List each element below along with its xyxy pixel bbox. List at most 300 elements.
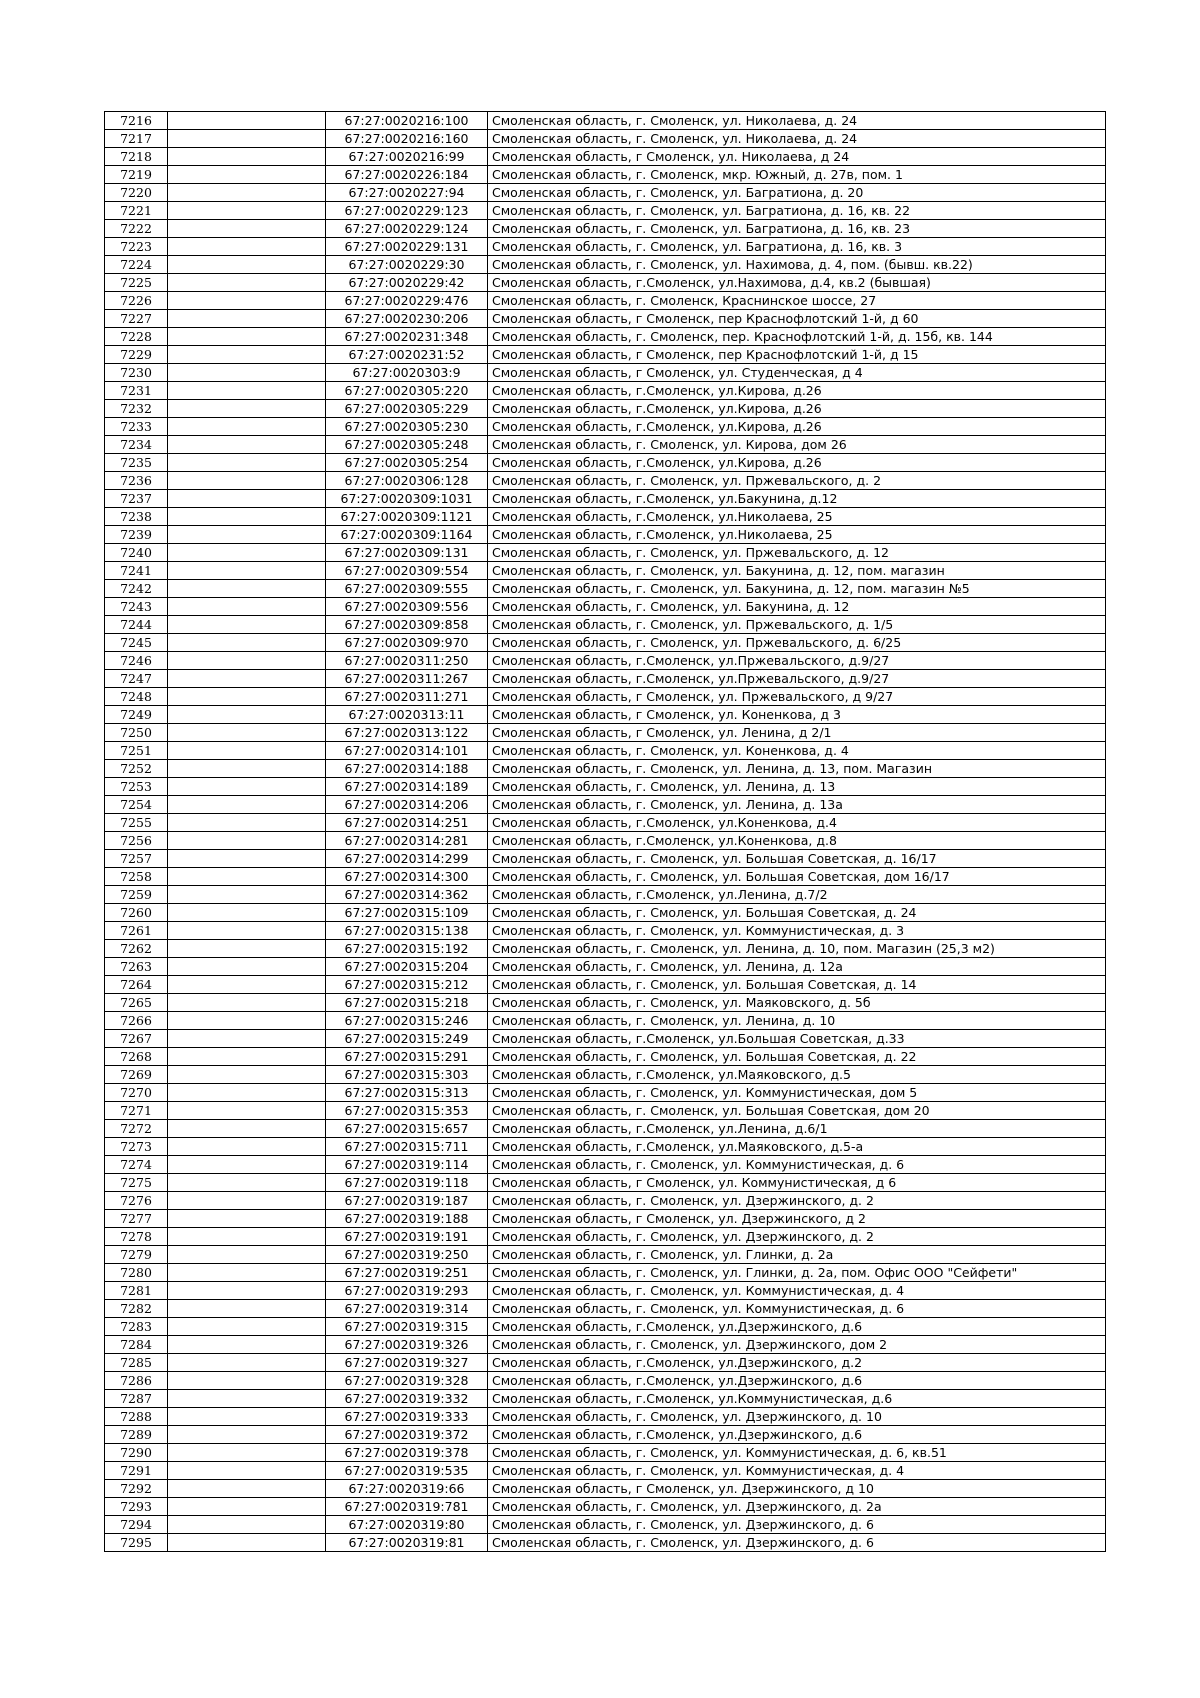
row-number-cell: 7267 (105, 1030, 168, 1048)
address-cell: Смоленская область, г.Смоленск, ул.Кирова, д.26 (488, 418, 1106, 436)
blank-cell (168, 382, 326, 400)
address-cell: Смоленская область, г.Смоленск, ул.Дзержинского, д.6 (488, 1318, 1106, 1336)
address-cell: Смоленская область, г Смоленск, пер Краснофлотский 1-й, д 15 (488, 346, 1106, 364)
table-row (105, 1444, 1106, 1462)
table-row (105, 508, 1106, 526)
cadastral-number-cell: 67:27:0020319:781 (326, 1498, 488, 1516)
address-cell: Смоленская область, г.Смоленск, ул.Николаева, 25 (488, 526, 1106, 544)
cadastral-number-cell: 67:27:0020305:248 (326, 436, 488, 454)
cadastral-number-cell: 67:27:0020314:362 (326, 886, 488, 904)
cadastral-number-cell: 67:27:0020231:348 (326, 328, 488, 346)
blank-cell (168, 1498, 326, 1516)
blank-cell (168, 148, 326, 166)
address-cell: Смоленская область, г. Смоленск, ул. Маяковского, д. 5б (488, 994, 1106, 1012)
blank-cell (168, 274, 326, 292)
blank-cell (168, 346, 326, 364)
blank-cell (168, 490, 326, 508)
blank-cell (168, 1030, 326, 1048)
blank-cell (168, 220, 326, 238)
cadastral-number-cell: 67:27:0020319:114 (326, 1156, 488, 1174)
blank-cell (168, 778, 326, 796)
table-row (105, 1030, 1106, 1048)
address-cell: Смоленская область, г Смоленск, пер Краснофлотский 1-й, д 60 (488, 310, 1106, 328)
table-row (105, 1174, 1106, 1192)
table-row (105, 616, 1106, 634)
table-row (105, 472, 1106, 490)
row-number-cell: 7284 (105, 1336, 168, 1354)
row-number-cell: 7273 (105, 1138, 168, 1156)
row-number-cell: 7236 (105, 472, 168, 490)
row-number-cell: 7274 (105, 1156, 168, 1174)
blank-cell (168, 562, 326, 580)
address-cell: Смоленская область, г. Смоленск, ул. Ленина, д. 13 (488, 778, 1106, 796)
blank-cell (168, 1282, 326, 1300)
table-row (105, 832, 1106, 850)
row-number-cell: 7228 (105, 328, 168, 346)
address-cell: Смоленская область, г. Смоленск, ул. Большая Советская, д. 24 (488, 904, 1106, 922)
cadastral-number-cell: 67:27:0020319:332 (326, 1390, 488, 1408)
table-row (105, 796, 1106, 814)
table-row (105, 220, 1106, 238)
blank-cell (168, 688, 326, 706)
blank-cell (168, 1264, 326, 1282)
row-number-cell: 7264 (105, 976, 168, 994)
address-cell: Смоленская область, г. Смоленск, мкр. Южный, д. 27в, пом. 1 (488, 166, 1106, 184)
cadastral-number-cell: 67:27:0020309:554 (326, 562, 488, 580)
row-number-cell: 7281 (105, 1282, 168, 1300)
row-number-cell: 7234 (105, 436, 168, 454)
blank-cell (168, 1300, 326, 1318)
blank-cell (168, 670, 326, 688)
blank-cell (168, 958, 326, 976)
cadastral-number-cell: 67:27:0020315:249 (326, 1030, 488, 1048)
cadastral-number-cell: 67:27:0020309:131 (326, 544, 488, 562)
table-row (105, 1534, 1106, 1552)
address-cell: Смоленская область, г. Смоленск, ул. Коммунистическая, д. 6 (488, 1156, 1106, 1174)
address-cell: Смоленская область, г.Смоленск, ул.Большая Советская, д.33 (488, 1030, 1106, 1048)
address-cell: Смоленская область, г.Смоленск, ул.Пржевальского, д.9/27 (488, 670, 1106, 688)
cadastral-number-cell: 67:27:0020305:254 (326, 454, 488, 472)
row-number-cell: 7244 (105, 616, 168, 634)
cadastral-number-cell: 67:27:0020319:66 (326, 1480, 488, 1498)
row-number-cell: 7219 (105, 166, 168, 184)
table-row (105, 1264, 1106, 1282)
address-cell: Смоленская область, г. Смоленск, ул. Пржевальского, д. 6/25 (488, 634, 1106, 652)
address-cell: Смоленская область, г. Смоленск, ул. Дзержинского, д. 2 (488, 1192, 1106, 1210)
table-row (105, 1408, 1106, 1426)
blank-cell (168, 1444, 326, 1462)
blank-cell (168, 652, 326, 670)
blank-cell (168, 814, 326, 832)
table-row (105, 346, 1106, 364)
blank-cell (168, 454, 326, 472)
address-cell: Смоленская область, г. Смоленск, ул. Багратиона, д. 16, кв. 3 (488, 238, 1106, 256)
row-number-cell: 7238 (105, 508, 168, 526)
blank-cell (168, 544, 326, 562)
blank-cell (168, 706, 326, 724)
row-number-cell: 7232 (105, 400, 168, 418)
cadastral-number-cell: 67:27:0020319:314 (326, 1300, 488, 1318)
blank-cell (168, 1084, 326, 1102)
blank-cell (168, 1066, 326, 1084)
cadastral-number-cell: 67:27:0020319:315 (326, 1318, 488, 1336)
address-cell: Смоленская область, г.Смоленск, ул.Коненкова, д.8 (488, 832, 1106, 850)
blank-cell (168, 436, 326, 454)
table-row (105, 256, 1106, 274)
table-row (105, 850, 1106, 868)
table-row (105, 1480, 1106, 1498)
address-cell: Смоленская область, г. Смоленск, ул. Багратиона, д. 16, кв. 23 (488, 220, 1106, 238)
address-cell: Смоленская область, г.Смоленск, ул.Дзержинского, д.6 (488, 1372, 1106, 1390)
cadastral-number-cell: 67:27:0020226:184 (326, 166, 488, 184)
row-number-cell: 7249 (105, 706, 168, 724)
cadastral-number-cell: 67:27:0020313:122 (326, 724, 488, 742)
table-row (105, 1390, 1106, 1408)
cadastral-number-cell: 67:27:0020229:131 (326, 238, 488, 256)
row-number-cell: 7227 (105, 310, 168, 328)
address-cell: Смоленская область, г Смоленск, ул. Дзержинского, д 2 (488, 1210, 1106, 1228)
address-cell: Смоленская область, г. Смоленск, ул. Большая Советская, дом 20 (488, 1102, 1106, 1120)
blank-cell (168, 940, 326, 958)
address-cell: Смоленская область, г.Смоленск, ул.Пржевальского, д.9/27 (488, 652, 1106, 670)
row-number-cell: 7285 (105, 1354, 168, 1372)
table-row (105, 526, 1106, 544)
table-body (105, 112, 1106, 1552)
cadastral-number-cell: 67:27:0020227:94 (326, 184, 488, 202)
row-number-cell: 7294 (105, 1516, 168, 1534)
row-number-cell: 7231 (105, 382, 168, 400)
address-cell: Смоленская область, г. Смоленск, ул. Ленина, д. 10, пом. Магазин (25,3 м2) (488, 940, 1106, 958)
blank-cell (168, 886, 326, 904)
address-cell: Смоленская область, г.Смоленск, ул.Маяковского, д.5 (488, 1066, 1106, 1084)
cadastral-number-cell: 67:27:0020230:206 (326, 310, 488, 328)
address-cell: Смоленская область, г. Смоленск, ул. Коммунистическая, д. 6, кв.51 (488, 1444, 1106, 1462)
row-number-cell: 7241 (105, 562, 168, 580)
address-cell: Смоленская область, г.Смоленск, ул.Бакунина, д.12 (488, 490, 1106, 508)
row-number-cell: 7260 (105, 904, 168, 922)
address-cell: Смоленская область, г. Смоленск, ул. Ленина, д. 10 (488, 1012, 1106, 1030)
cadastral-number-cell: 67:27:0020311:267 (326, 670, 488, 688)
address-cell: Смоленская область, г. Смоленск, ул. Дзержинского, д. 10 (488, 1408, 1106, 1426)
blank-cell (168, 832, 326, 850)
cadastral-number-cell: 67:27:0020315:212 (326, 976, 488, 994)
address-cell: Смоленская область, г.Смоленск, ул.Кирова, д.26 (488, 454, 1106, 472)
blank-cell (168, 1318, 326, 1336)
address-cell: Смоленская область, г. Смоленск, ул. Ленина, д. 13, пом. Магазин (488, 760, 1106, 778)
table-row (105, 1048, 1106, 1066)
address-cell: Смоленская область, г Смоленск, ул. Николаева, д 24 (488, 148, 1106, 166)
blank-cell (168, 976, 326, 994)
cadastral-number-cell: 67:27:0020229:42 (326, 274, 488, 292)
cadastral-number-cell: 67:27:0020314:189 (326, 778, 488, 796)
table-row (105, 742, 1106, 760)
table-row (105, 1012, 1106, 1030)
blank-cell (168, 1246, 326, 1264)
row-number-cell: 7237 (105, 490, 168, 508)
address-cell: Смоленская область, г. Смоленск, ул. Нахимова, д. 4, пом. (бывш. кв.22) (488, 256, 1106, 274)
row-number-cell: 7262 (105, 940, 168, 958)
table-row (105, 760, 1106, 778)
blank-cell (168, 1390, 326, 1408)
table-row (105, 922, 1106, 940)
blank-cell (168, 1426, 326, 1444)
address-cell: Смоленская область, г. Смоленск, ул. Коммунистическая, дом 5 (488, 1084, 1106, 1102)
address-cell: Смоленская область, г.Смоленск, ул.Николаева, 25 (488, 508, 1106, 526)
row-number-cell: 7293 (105, 1498, 168, 1516)
blank-cell (168, 742, 326, 760)
address-cell: Смоленская область, г. Смоленск, ул. Коммунистическая, д. 4 (488, 1282, 1106, 1300)
table-row (105, 184, 1106, 202)
cadastral-number-cell: 67:27:0020313:11 (326, 706, 488, 724)
blank-cell (168, 1516, 326, 1534)
table-row (105, 1300, 1106, 1318)
blank-cell (168, 184, 326, 202)
address-cell: Смоленская область, г. Смоленск, ул. Глинки, д. 2а (488, 1246, 1106, 1264)
table-row (105, 778, 1106, 796)
row-number-cell: 7250 (105, 724, 168, 742)
blank-cell (168, 1210, 326, 1228)
address-cell: Смоленская область, г.Смоленск, ул.Дзержинского, д.6 (488, 1426, 1106, 1444)
row-number-cell: 7269 (105, 1066, 168, 1084)
table-row (105, 292, 1106, 310)
cadastral-number-cell: 67:27:0020319:372 (326, 1426, 488, 1444)
cadastral-number-cell: 67:27:0020309:556 (326, 598, 488, 616)
row-number-cell: 7259 (105, 886, 168, 904)
row-number-cell: 7235 (105, 454, 168, 472)
table-row (105, 130, 1106, 148)
table-row (105, 400, 1106, 418)
row-number-cell: 7290 (105, 1444, 168, 1462)
address-cell: Смоленская область, г.Смоленск, ул.Кирова, д.26 (488, 400, 1106, 418)
cadastral-number-cell: 67:27:0020311:250 (326, 652, 488, 670)
address-cell: Смоленская область, г. Смоленск, ул. Большая Советская, д. 22 (488, 1048, 1106, 1066)
row-number-cell: 7220 (105, 184, 168, 202)
row-number-cell: 7288 (105, 1408, 168, 1426)
cadastral-number-cell: 67:27:0020319:535 (326, 1462, 488, 1480)
row-number-cell: 7221 (105, 202, 168, 220)
row-number-cell: 7218 (105, 148, 168, 166)
table-row (105, 274, 1106, 292)
blank-cell (168, 1012, 326, 1030)
cadastral-number-cell: 67:27:0020229:476 (326, 292, 488, 310)
cadastral-number-cell: 67:27:0020314:188 (326, 760, 488, 778)
cadastral-number-cell: 67:27:0020315:109 (326, 904, 488, 922)
table-row (105, 328, 1106, 346)
address-cell: Смоленская область, г.Смоленск, ул.Ленина, д.6/1 (488, 1120, 1106, 1138)
table-row (105, 958, 1106, 976)
row-number-cell: 7279 (105, 1246, 168, 1264)
blank-cell (168, 796, 326, 814)
table-row (105, 148, 1106, 166)
address-cell: Смоленская область, г. Смоленск, ул. Дзержинского, д. 2 (488, 1228, 1106, 1246)
cadastral-number-cell: 67:27:0020315:711 (326, 1138, 488, 1156)
address-cell: Смоленская область, г. Смоленск, ул. Коммунистическая, д. 3 (488, 922, 1106, 940)
table-row (105, 1228, 1106, 1246)
blank-cell (168, 418, 326, 436)
blank-cell (168, 1480, 326, 1498)
table-row (105, 1084, 1106, 1102)
table-row (105, 994, 1106, 1012)
cadastral-number-cell: 67:27:0020319:118 (326, 1174, 488, 1192)
blank-cell (168, 202, 326, 220)
address-cell: Смоленская область, г. Смоленск, ул. Николаева, д. 24 (488, 130, 1106, 148)
row-number-cell: 7229 (105, 346, 168, 364)
table-row (105, 1498, 1106, 1516)
cadastral-number-cell: 67:27:0020319:250 (326, 1246, 488, 1264)
cadastral-number-cell: 67:27:0020305:220 (326, 382, 488, 400)
blank-cell (168, 1336, 326, 1354)
blank-cell (168, 1192, 326, 1210)
table-row (105, 454, 1106, 472)
row-number-cell: 7258 (105, 868, 168, 886)
cadastral-number-cell: 67:27:0020319:326 (326, 1336, 488, 1354)
row-number-cell: 7242 (105, 580, 168, 598)
blank-cell (168, 1408, 326, 1426)
cadastral-number-cell: 67:27:0020306:128 (326, 472, 488, 490)
blank-cell (168, 1534, 326, 1552)
cadastral-number-cell: 67:27:0020319:191 (326, 1228, 488, 1246)
blank-cell (168, 922, 326, 940)
address-cell: Смоленская область, г. Смоленск, ул. Бакунина, д. 12 (488, 598, 1106, 616)
blank-cell (168, 634, 326, 652)
table-row (105, 1336, 1106, 1354)
row-number-cell: 7257 (105, 850, 168, 868)
row-number-cell: 7272 (105, 1120, 168, 1138)
address-cell: Смоленская область, г. Смоленск, ул. Глинки, д. 2а, пом. Офис ООО "Сейфети" (488, 1264, 1106, 1282)
blank-cell (168, 868, 326, 886)
cadastral-number-cell: 67:27:0020229:30 (326, 256, 488, 274)
table-row (105, 544, 1106, 562)
address-cell: Смоленская область, г. Смоленск, ул. Коненкова, д. 4 (488, 742, 1106, 760)
address-cell: Смоленская область, г. Смоленск, ул. Ленина, д. 13а (488, 796, 1106, 814)
cadastral-number-cell: 67:27:0020231:52 (326, 346, 488, 364)
address-cell: Смоленская область, г.Смоленск, ул.Дзержинского, д.2 (488, 1354, 1106, 1372)
table-row (105, 706, 1106, 724)
blank-cell (168, 256, 326, 274)
table-row (105, 1192, 1106, 1210)
cadastral-number-cell: 67:27:0020229:123 (326, 202, 488, 220)
table-row (105, 670, 1106, 688)
table-row (105, 598, 1106, 616)
cadastral-number-cell: 67:27:0020309:1164 (326, 526, 488, 544)
table-row (105, 886, 1106, 904)
cadastral-number-cell: 67:27:0020309:970 (326, 634, 488, 652)
row-number-cell: 7291 (105, 1462, 168, 1480)
cadastral-number-cell: 67:27:0020315:353 (326, 1102, 488, 1120)
row-number-cell: 7239 (105, 526, 168, 544)
address-cell: Смоленская область, г. Смоленск, ул. Коммунистическая, д. 6 (488, 1300, 1106, 1318)
blank-cell (168, 472, 326, 490)
table-row (105, 724, 1106, 742)
row-number-cell: 7268 (105, 1048, 168, 1066)
address-cell: Смоленская область, г. Смоленск, ул. Багратиона, д. 20 (488, 184, 1106, 202)
row-number-cell: 7275 (105, 1174, 168, 1192)
row-number-cell: 7230 (105, 364, 168, 382)
row-number-cell: 7266 (105, 1012, 168, 1030)
row-number-cell: 7226 (105, 292, 168, 310)
row-number-cell: 7287 (105, 1390, 168, 1408)
blank-cell (168, 292, 326, 310)
table-row (105, 634, 1106, 652)
table-row (105, 1102, 1106, 1120)
blank-cell (168, 616, 326, 634)
table-row (105, 1516, 1106, 1534)
table-row (105, 490, 1106, 508)
row-number-cell: 7247 (105, 670, 168, 688)
cadastral-number-cell: 67:27:0020319:188 (326, 1210, 488, 1228)
table-row (105, 238, 1106, 256)
table-row (105, 418, 1106, 436)
row-number-cell: 7217 (105, 130, 168, 148)
cadastral-number-cell: 67:27:0020314:251 (326, 814, 488, 832)
cadastral-number-cell: 67:27:0020319:293 (326, 1282, 488, 1300)
row-number-cell: 7261 (105, 922, 168, 940)
address-cell: Смоленская область, г. Смоленск, ул. Багратиона, д. 16, кв. 22 (488, 202, 1106, 220)
table-row (105, 1120, 1106, 1138)
cadastral-number-cell: 67:27:0020314:299 (326, 850, 488, 868)
cadastral-number-cell: 67:27:0020319:328 (326, 1372, 488, 1390)
cadastral-number-cell: 67:27:0020315:657 (326, 1120, 488, 1138)
address-cell: Смоленская область, г. Смоленск, пер. Краснофлотский 1-й, д. 15б, кв. 144 (488, 328, 1106, 346)
cadastral-number-cell: 67:27:0020309:858 (326, 616, 488, 634)
cadastral-number-cell: 67:27:0020311:271 (326, 688, 488, 706)
address-cell: Смоленская область, г. Смоленск, ул. Дзержинского, д. 6 (488, 1534, 1106, 1552)
address-cell: Смоленская область, г.Смоленск, ул.Коненкова, д.4 (488, 814, 1106, 832)
row-number-cell: 7270 (105, 1084, 168, 1102)
cadastral-number-cell: 67:27:0020319:80 (326, 1516, 488, 1534)
row-number-cell: 7263 (105, 958, 168, 976)
row-number-cell: 7253 (105, 778, 168, 796)
cadastral-number-cell: 67:27:0020315:138 (326, 922, 488, 940)
blank-cell (168, 724, 326, 742)
table-row (105, 562, 1106, 580)
row-number-cell: 7254 (105, 796, 168, 814)
address-cell: Смоленская область, г. Смоленск, ул. Дзержинского, д. 2а (488, 1498, 1106, 1516)
address-cell: Смоленская область, г. Смоленск, ул. Кирова, дом 26 (488, 436, 1106, 454)
blank-cell (168, 1174, 326, 1192)
row-number-cell: 7222 (105, 220, 168, 238)
address-cell: Смоленская область, г. Смоленск, ул. Большая Советская, д. 14 (488, 976, 1106, 994)
row-number-cell: 7225 (105, 274, 168, 292)
blank-cell (168, 508, 326, 526)
row-number-cell: 7251 (105, 742, 168, 760)
cadastral-number-cell: 67:27:0020314:101 (326, 742, 488, 760)
table-row (105, 382, 1106, 400)
blank-cell (168, 994, 326, 1012)
row-number-cell: 7292 (105, 1480, 168, 1498)
address-cell: Смоленская область, г. Смоленск, ул. Бакунина, д. 12, пом. магазин №5 (488, 580, 1106, 598)
row-number-cell: 7223 (105, 238, 168, 256)
cadastral-number-cell: 67:27:0020309:1031 (326, 490, 488, 508)
address-cell: Смоленская область, г.Смоленск, ул.Ленина, д.7/2 (488, 886, 1106, 904)
address-cell: Смоленская область, г. Смоленск, ул. Пржевальского, д. 1/5 (488, 616, 1106, 634)
address-cell: Смоленская область, г Смоленск, ул. Дзержинского, д 10 (488, 1480, 1106, 1498)
blank-cell (168, 238, 326, 256)
address-cell: Смоленская область, г Смоленск, ул. Пржевальского, д 9/27 (488, 688, 1106, 706)
table-row (105, 1066, 1106, 1084)
blank-cell (168, 598, 326, 616)
table-row (105, 1210, 1106, 1228)
address-cell: Смоленская область, г Смоленск, ул. Ленина, д 2/1 (488, 724, 1106, 742)
address-cell: Смоленская область, г. Смоленск, ул. Пржевальского, д. 2 (488, 472, 1106, 490)
row-number-cell: 7289 (105, 1426, 168, 1444)
blank-cell (168, 166, 326, 184)
blank-cell (168, 112, 326, 130)
table-row (105, 580, 1106, 598)
address-cell: Смоленская область, г. Смоленск, ул. Большая Советская, дом 16/17 (488, 868, 1106, 886)
address-cell: Смоленская область, г. Смоленск, ул. Николаева, д. 24 (488, 112, 1106, 130)
table-row (105, 814, 1106, 832)
